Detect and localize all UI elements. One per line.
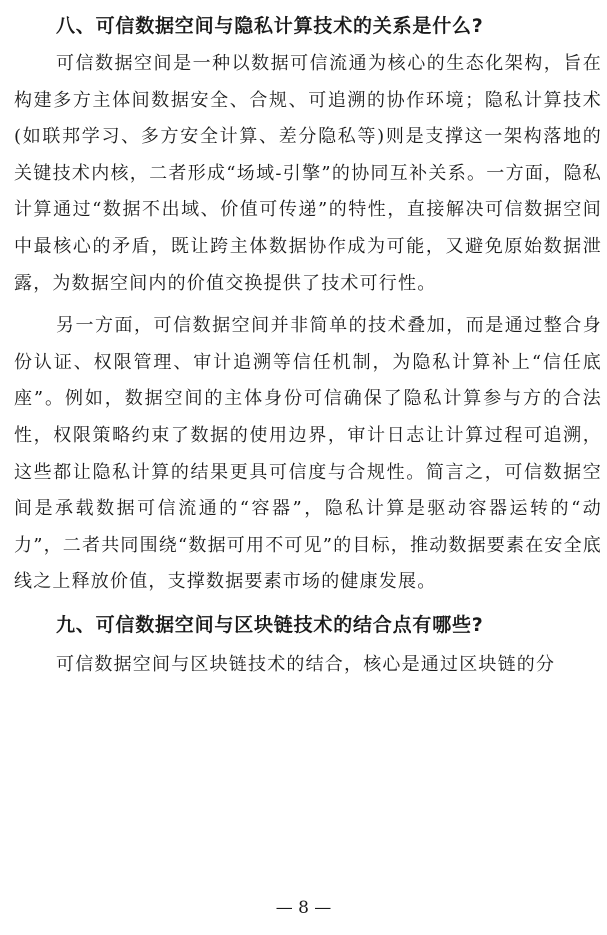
section-8-paragraph-1: 可信数据空间是一种以数据可信流通为核心的生态化架构，旨在构建多方主体间数据安全、合规、可追溯的协作环境；隐私计算技术(如联邦学习、多方安全计算、差分隐私等)则是支撑这一架构落地的关键技术内核，二者形成“场域-引擎”的协同互补关系。一方面，隐私计算通过“数据不出域、价值可传递”的特性，直接解决可信数据空间中最核心的矛盾，既让跨主体数据协作成为可能，又避免原始数据泄露，为数据空间内的价值交换提供了技术可行性。 [14, 53, 602, 294]
page-content [14, 8, 602, 684]
section-8-heading: 八、可信数据空间与隐私计算技术的关系是什么? [56, 15, 484, 37]
section-9-heading: 九、可信数据空间与区块链技术的结合点有哪些? [56, 613, 484, 636]
section-8-paragraph-2: 另一方面，可信数据空间并非简单的技术叠加，而是通过整合身份认证、权限管理、审计追溯等信任机制，为隐私计算补上“信任底座”。例如，数据空间的主体身份可信确保了隐私计算参与方的合法性，权限策略约束了数据的使用边界，审计日志让计算过程可追溯，这些都让隐私计算的结果更具可信度与合规性。简言之，可信数据空间是承载数据可信流通的“容器”，隐私计算是驱动容器运转的“动力”，二者共同围绕“数据可用不可见”的目标，推动数据要素在安全底线之上释放价值，支撑数据要素市场的健康发展。 [14, 315, 603, 593]
section-9-paragraph-1: 可信数据空间与区块链技术的结合，核心是通过区块链的分 [56, 653, 556, 675]
page-number: — 8 — [275, 898, 332, 918]
